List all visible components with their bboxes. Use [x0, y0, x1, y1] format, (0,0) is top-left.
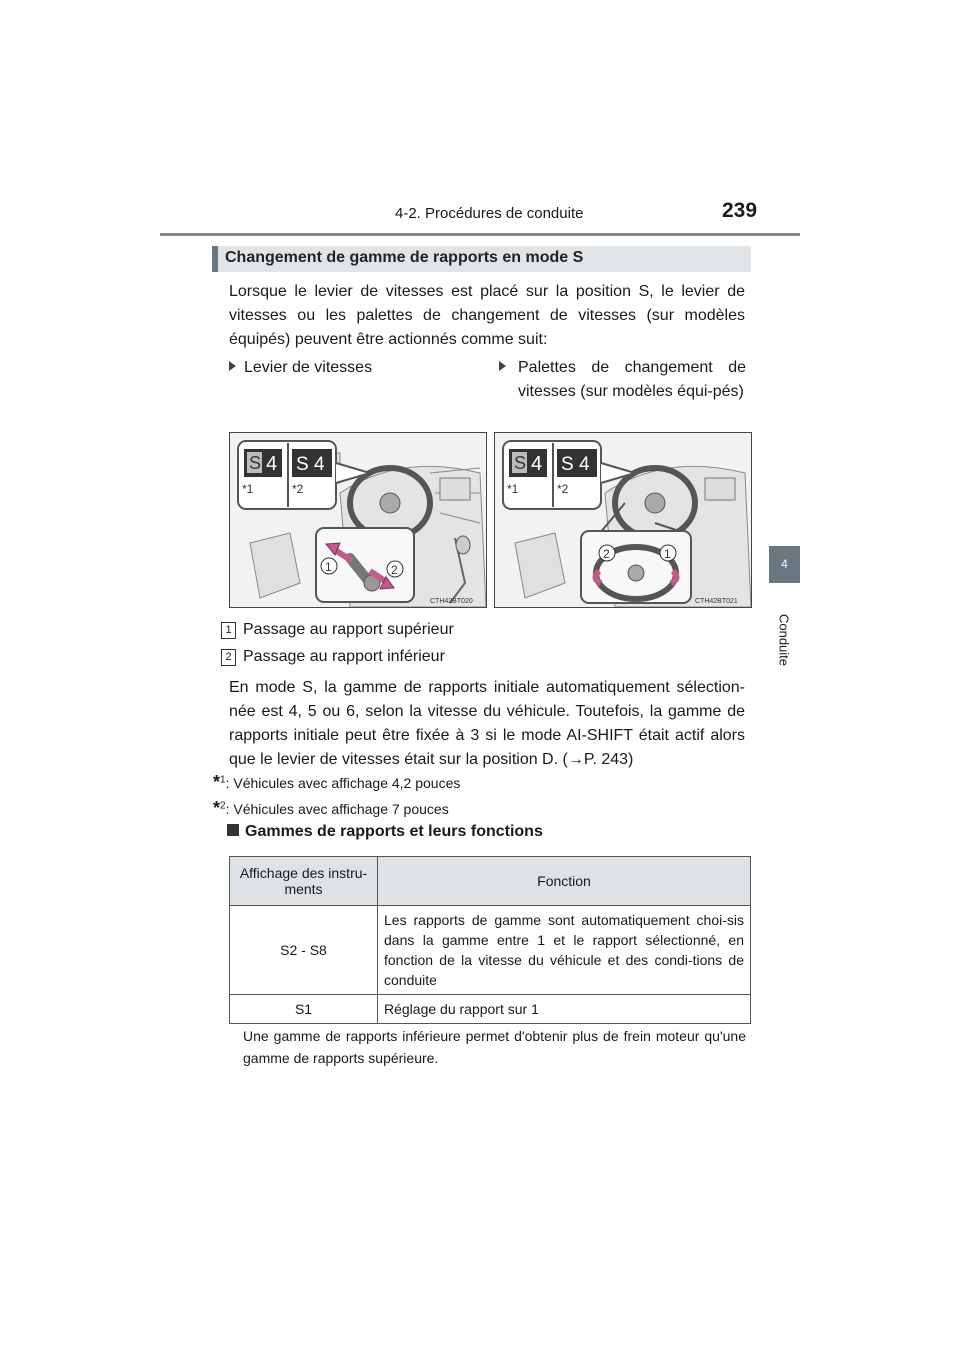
callout-2: 2 — [603, 547, 610, 561]
display-s4-text: S 4 — [561, 454, 590, 475]
table-row — [230, 995, 751, 1024]
square-bullet-icon — [227, 824, 239, 836]
figure-shift-lever — [229, 432, 487, 608]
footnote-text: : Véhicules avec affichage 4,2 pouces — [225, 775, 461, 791]
body-paragraph: En mode S, la gamme de rapports initiale automatiquement sélection-née est 4, 5 ou 6, selon la vitesse du véhicule. Toutefois, la gamme de rapports initiale peut être fixée à 3 si le mode AI-SHIFT était actif alors que le levier de vitesses était sur la position D. (→P. 243) — [229, 679, 745, 768]
table-header-cell: Fonction — [378, 857, 751, 906]
table-header-cell: Affichage des instru-ments — [230, 857, 378, 906]
display-s4-text: S 4 — [296, 454, 325, 475]
legend-number: 2 — [221, 649, 236, 666]
gear-ranges-table — [229, 856, 751, 1024]
table-cell: S1 — [230, 995, 378, 1024]
left-column-text: Levier de vitesses — [244, 359, 373, 376]
figure-code: CTH42BT021 — [695, 598, 738, 605]
table-cell: S2 - S8 — [230, 906, 378, 995]
display-s-indicator: S — [514, 453, 527, 473]
right-column-label — [499, 356, 746, 404]
table-header-row — [230, 857, 751, 906]
footnote-star: * — [213, 772, 221, 792]
table-cell: Réglage du rapport sur 1 — [378, 995, 751, 1024]
star2-label: *2 — [292, 482, 304, 496]
section-title-bar — [212, 246, 751, 272]
section-marker — [212, 246, 218, 272]
figure-paddle-shifters — [494, 432, 752, 608]
figure-code: CTH42BT020 — [430, 598, 473, 605]
legend-number: 1 — [221, 622, 236, 639]
legend-text: Passage au rapport supérieur — [243, 621, 454, 638]
legend-text: Passage au rapport inférieur — [243, 648, 445, 665]
left-column-label — [229, 356, 479, 380]
shift-lever-illustration — [230, 433, 486, 607]
footnote-star: * — [213, 798, 221, 818]
footnote-sup: 2 — [220, 800, 226, 812]
footnote-2 — [213, 798, 449, 819]
running-header: 4-2. Procédures de conduite — [395, 205, 584, 222]
callout-1: 1 — [325, 560, 332, 574]
display-s-indicator: S — [249, 453, 262, 473]
page-number: 239 — [722, 199, 758, 222]
chapter-label-text: Conduite — [776, 613, 792, 667]
intro-paragraph: Lorsque le levier de vitesses est placé sur la position S, le levier de vitesses ou les palettes de changement de vitesses (sur modèles équipés) peuvent être actionnés comme suit: — [229, 283, 745, 348]
table-cell: Les rapports de gamme sont automatiquement choi-sis dans la gamme entre 1 et le rapport sélectionné, en fonction de la vitesse du véhicule et des condi-tions de conduite — [378, 906, 751, 995]
callout-2: 2 — [391, 563, 398, 577]
subheading-text: Gammes de rapports et leurs fonctions — [245, 823, 543, 840]
footnote-1 — [213, 772, 460, 793]
display-gear-number: 4 — [266, 453, 278, 475]
chapter-tab: 4 — [769, 546, 800, 583]
triangle-bullet-icon — [229, 361, 236, 371]
star1-label: *1 — [507, 482, 519, 496]
display-gear-number: 4 — [531, 453, 543, 475]
table-row — [230, 906, 751, 995]
paddle-shifter-illustration — [495, 433, 751, 607]
callout-1: 1 — [664, 547, 671, 561]
note-paragraph: Une gamme de rapports inférieure permet d'obtenir plus de frein moteur qu'une gamme de rapports supérieure. — [243, 1028, 746, 1066]
triangle-bullet-icon — [499, 361, 506, 371]
right-column-text: Palettes de changement de vitesses (sur modèles équi-pés) — [518, 359, 746, 400]
star1-label: *1 — [242, 482, 254, 496]
footnote-sup: 1 — [220, 774, 226, 786]
footnote-text: : Véhicules avec affichage 7 pouces — [225, 801, 449, 817]
chapter-label — [768, 590, 800, 690]
subheading — [227, 823, 543, 841]
header-rule — [160, 233, 800, 236]
star2-label: *2 — [557, 482, 569, 496]
section-title: Changement de gamme de rapports en mode S — [225, 249, 584, 266]
